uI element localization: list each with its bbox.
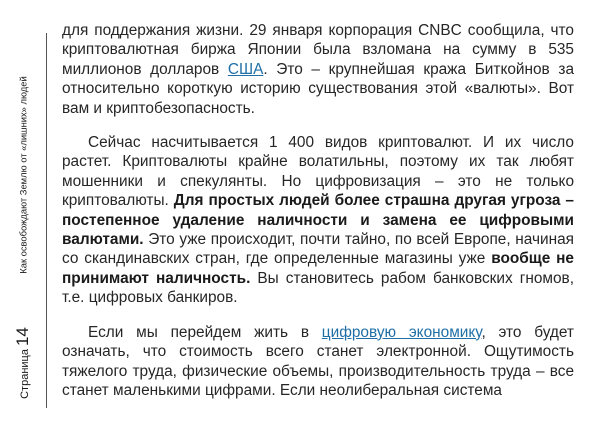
paragraph xyxy=(62,323,574,401)
digital-economy-link[interactable]: цифровую экономику xyxy=(321,323,482,341)
text-run: Сейчас насчитывается 1 400 видов криптовалют. И их число растет. Криптовалюты крайне волатильны, поэтому их так любят мошенники и спекулянты. Но цифровизация – это не только криптовалюты. xyxy=(62,134,574,210)
text-run: . Это – крупнейшая кража Биткойнов за относительно короткую историю существования этой «валюты». Вот вам и криптобезопасность. xyxy=(62,60,575,117)
bold-text-run: вообще не принимают наличность. xyxy=(62,250,574,287)
bold-text-run: Для простых людей более страшна другая угроза – постепенное удаление наличности и замена ее цифровыми валютами. xyxy=(62,192,574,249)
text-run: , это будет означать, что стоимость всего станет электронной. Ощутимость тяжелого труда, физические объемы, производительность труда – все станет маленькими цифрами. Если неолиберальная система xyxy=(62,323,574,399)
sidebar-divider xyxy=(46,33,47,408)
text-run: Это уже происходит, почти тайно, по всей Европе, начиная со скандинавских стран, где определенные магазины уже xyxy=(62,231,574,268)
text-run: Если мы перейдем жить в xyxy=(88,323,322,341)
text-run: Вы становитесь рабом банковских гномов, т.е. цифровых банкиров. xyxy=(62,269,575,307)
running-title: Как освобождают Землю от «лишних» людей xyxy=(17,76,29,274)
article-body xyxy=(62,21,574,415)
text-run: для поддержания жизни. 29 января корпорация CNBC сообщила, что криптовалютная биржа Японии была взломана на сумму в 535 миллионов долларов xyxy=(62,22,574,78)
page-word: Страница xyxy=(19,349,31,399)
page-label xyxy=(13,327,33,399)
page-number: 14 xyxy=(13,327,32,347)
usa-link[interactable]: США xyxy=(227,60,264,78)
paragraph xyxy=(62,133,574,308)
page-sidebar xyxy=(0,0,46,422)
paragraph xyxy=(62,21,574,118)
